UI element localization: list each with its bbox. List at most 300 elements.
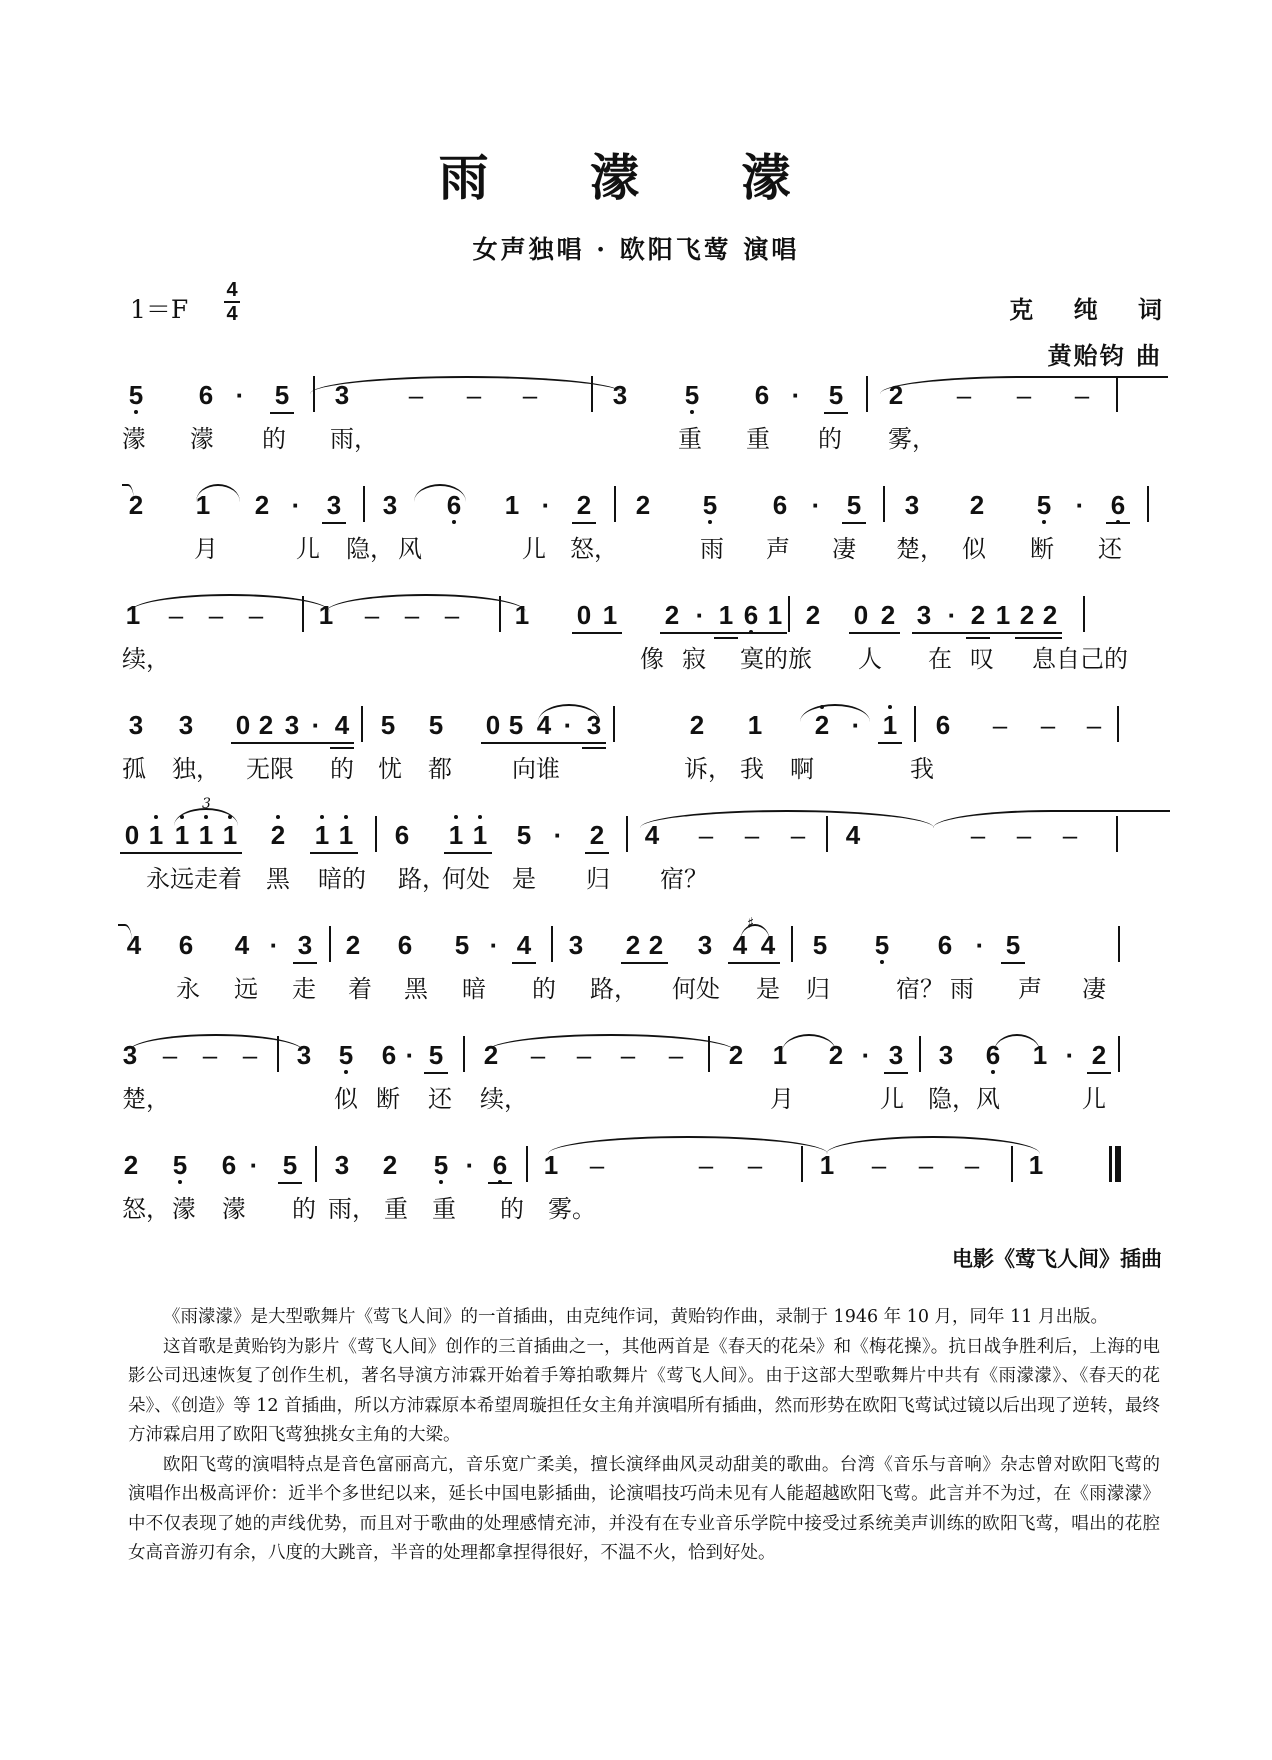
note: 6: [979, 1040, 1007, 1070]
note: 4: [732, 930, 748, 960]
lyric-syllable: 似: [334, 1085, 358, 1113]
dash-extension: –: [162, 1040, 178, 1070]
score-staff-row: [0, 1130, 1272, 1240]
dash-extension: –: [242, 1040, 258, 1070]
slur-tie: [740, 924, 770, 942]
dotted-note-dot: ·: [269, 930, 279, 960]
note: 6: [394, 820, 410, 850]
note: 1: [514, 600, 530, 630]
dash-extension: –: [208, 600, 224, 630]
lyric-syllable: 永: [176, 975, 200, 1003]
note: 6: [754, 380, 770, 410]
note: 3: [938, 1040, 954, 1070]
lyric-syllable: 寂: [682, 645, 706, 673]
lyric-syllable: 的: [292, 1195, 316, 1223]
slur-tie: [326, 594, 526, 612]
barline: [626, 816, 628, 852]
lyric-syllable: 怒，: [122, 1195, 170, 1223]
dotted-note-dot: ·: [541, 490, 551, 520]
lyric-syllable: 的: [532, 975, 556, 1003]
barline: [463, 1036, 465, 1072]
dotted-note-dot: ·: [947, 600, 957, 630]
note: 2: [635, 490, 651, 520]
dash-extension: –: [404, 600, 420, 630]
note: 2: [254, 490, 270, 520]
dotted-note-dot: ·: [563, 710, 573, 740]
underline-beam: [330, 747, 354, 749]
key-signature: 1＝F: [130, 295, 189, 324]
dash-extension: –: [918, 1150, 934, 1180]
note: 2: [1019, 600, 1035, 630]
note: 2: [808, 710, 836, 740]
note: 5: [812, 930, 828, 960]
triplet-label: 3: [202, 796, 211, 812]
dotted-note-dot: ·: [249, 1150, 259, 1180]
lyric-syllable: 走: [292, 975, 316, 1003]
note: 6: [198, 380, 214, 410]
note: 0: [853, 600, 869, 630]
note: 5: [454, 930, 470, 960]
barline: [363, 486, 365, 522]
note: 5: [1030, 490, 1058, 520]
lyric-syllable: 濛: [172, 1195, 196, 1223]
slur-tie: [548, 1136, 828, 1154]
underline-beam: [120, 852, 242, 854]
dash-extension: –: [1062, 820, 1078, 850]
lyric-syllable: 归: [586, 865, 610, 893]
note: 2: [828, 1040, 844, 1070]
dash-extension: –: [1074, 380, 1090, 410]
lyric-syllable: 雾，: [888, 425, 936, 453]
lyric-syllable: 儿: [296, 535, 320, 563]
lyric-syllable: 还: [428, 1085, 452, 1113]
note: 4: [516, 930, 532, 960]
note: 2: [483, 1040, 499, 1070]
note: 1: [504, 490, 520, 520]
note: 3: [178, 710, 194, 740]
lyric-syllable: 独，: [172, 755, 220, 783]
slur-tie: [538, 704, 600, 722]
source-note: 电影《莺飞人间》插曲: [952, 1247, 1162, 1271]
dash-extension: –: [248, 600, 264, 630]
lyric-syllable: 黑: [404, 975, 428, 1003]
note: 0: [124, 820, 140, 850]
note: 3: [612, 380, 628, 410]
note: 2: [576, 490, 592, 520]
dash-extension: –: [620, 1040, 636, 1070]
note: 4: [334, 710, 350, 740]
dash-extension: –: [790, 820, 806, 850]
lyric-syllable: 重: [432, 1195, 456, 1223]
note: 4: [234, 930, 250, 960]
dash-extension: –: [698, 820, 714, 850]
dotted-note-dot: ·: [489, 930, 499, 960]
dash-extension: –: [668, 1040, 684, 1070]
underline-beam: [714, 637, 738, 639]
lyric-syllable: 楚，: [896, 535, 944, 563]
lyric-syllable: 月: [194, 535, 218, 563]
underline-beam: [231, 742, 354, 744]
note: 5: [380, 710, 396, 740]
note: 6: [397, 930, 413, 960]
lyric-syllable: 濛: [222, 1195, 246, 1223]
dotted-note-dot: ·: [791, 380, 801, 410]
lyric-syllable: 雨，: [330, 425, 378, 453]
note: 1: [125, 600, 141, 630]
note: 3: [904, 490, 920, 520]
underline-beam: [824, 412, 848, 414]
barline: [313, 376, 315, 412]
slur-tie: [994, 1034, 1040, 1052]
score-staff-row: [0, 910, 1272, 1020]
lyrics-line: [0, 754, 1272, 788]
lyric-syllable: 似: [962, 535, 986, 563]
note: 5: [696, 490, 724, 520]
barline: [919, 1036, 921, 1072]
slur-tie: [933, 810, 1170, 828]
barline: [591, 376, 593, 412]
underline-beam: [444, 852, 492, 854]
note: 2: [382, 1150, 398, 1180]
note: 1: [1032, 1040, 1048, 1070]
barline: [1118, 1036, 1120, 1072]
dash-extension: –: [364, 600, 380, 630]
lyric-syllable: 孤: [122, 755, 146, 783]
dash-extension: –: [408, 380, 424, 410]
slur-tie: [414, 484, 466, 502]
underline-beam: [278, 1182, 302, 1184]
note: 3: [128, 710, 144, 740]
note: 1: [168, 820, 196, 850]
dotted-note-dot: ·: [851, 710, 861, 740]
note: 5: [332, 1040, 360, 1070]
barline: [1117, 706, 1119, 742]
note: 2: [689, 710, 705, 740]
lyric-syllable: 像: [640, 645, 664, 673]
note: 5: [846, 490, 862, 520]
note: 1: [332, 820, 360, 850]
lyric-syllable: 声: [766, 535, 790, 563]
underline-beam: [424, 1072, 448, 1074]
note: 5: [1005, 930, 1021, 960]
note: 3: [888, 1040, 904, 1070]
lyric-syllable: 风: [976, 1085, 1000, 1113]
dash-extension: –: [1040, 710, 1056, 740]
underline-beam: [322, 522, 346, 524]
composer-credit: 黄贻钧 曲: [1047, 342, 1162, 370]
note: 1: [767, 600, 783, 630]
lyric-syllable: 在: [928, 645, 952, 673]
lyric-syllable: 都: [428, 755, 452, 783]
lyric-syllable: 是: [756, 975, 780, 1003]
lyricist-credit: 克 纯 词: [1009, 296, 1178, 324]
time-signature: [224, 280, 240, 324]
lyric-syllable: 重: [746, 425, 770, 453]
dash-extension: –: [698, 1150, 714, 1180]
slur-tie: [640, 810, 934, 828]
underline-beam: [270, 412, 294, 414]
lyrics-line: [0, 1084, 1272, 1118]
note: 3: [296, 1040, 312, 1070]
dash-extension: –: [744, 820, 760, 850]
article-paragraph: 欧阳飞莺的演唱特点是音色富丽高亢，音乐宽广柔美，擅长演绎曲风灵动甜美的歌曲。台湾《音乐与音响》杂志曾对欧阳飞莺的演唱作出极高评价：近半个多世纪以来，延长中国电影插曲，论演唱技巧尚未见有人能超越欧阳飞莺。此言并不为过，在《雨濛濛》中不仅表现了她的声线优势，而且对于歌曲的处理感情充沛，并没有在专业音乐学院中接受过系统美声训练的欧阳飞莺，唱出的花腔女高音游刃有余，八度的大跳音，半音的处理都拿捏得很好，不温不火，恰到好处。: [128, 1454, 1160, 1563]
song-subtitle: 女声独唱 · 欧阳飞莺 演唱: [472, 235, 800, 264]
slur-tie: [800, 704, 870, 722]
underline-beam: [582, 747, 606, 749]
underline-beam: [512, 962, 536, 964]
lyric-syllable: 宿？: [896, 975, 944, 1003]
slur-tie: [880, 376, 1168, 394]
dotted-note-dot: ·: [975, 930, 985, 960]
lyric-syllable: 是: [512, 865, 536, 893]
note: 4: [845, 820, 861, 850]
barline: [613, 706, 615, 742]
note: 6: [221, 1150, 237, 1180]
note: 3: [284, 710, 300, 740]
lyric-syllable: 无限: [246, 755, 294, 783]
barline: [526, 1146, 528, 1182]
note: 5: [868, 930, 896, 960]
slur-tie: [130, 594, 330, 612]
score-staff-row: [0, 1020, 1272, 1130]
underline-beam: [884, 1072, 908, 1074]
lyric-syllable: 宿？: [660, 865, 708, 893]
lyric-syllable: 儿: [1082, 1085, 1106, 1113]
note: 2: [128, 490, 144, 520]
score-staff-row: [0, 580, 1272, 690]
article-paragraph: 《雨濛濛》是大型歌舞片《莺飞人间》的一首插曲，由克纯作词，黄贻钧作曲，录制于 1946 年 10 月，同年 11 月出版。: [163, 1307, 1108, 1327]
lyric-syllable: 重: [678, 425, 702, 453]
dash-extension: –: [1086, 710, 1102, 740]
dash-extension: –: [747, 1150, 763, 1180]
note: 6: [1104, 490, 1132, 520]
underline-beam: [878, 742, 902, 744]
barline: [361, 706, 363, 742]
note: 5: [166, 1150, 194, 1180]
lyric-syllable: 雨，: [328, 1195, 376, 1223]
lyrics-line: [0, 534, 1272, 568]
dash-extension: –: [1016, 820, 1032, 850]
dash-extension: –: [202, 1040, 218, 1070]
note: 6: [772, 490, 788, 520]
underline-beam: [572, 632, 622, 634]
note: 3: [122, 1040, 138, 1070]
final-barline-thick: [1115, 1146, 1121, 1182]
barline: [1118, 926, 1120, 962]
note: 3: [334, 380, 350, 410]
dotted-note-dot: ·: [311, 710, 321, 740]
final-barline-thin: [1109, 1146, 1112, 1182]
note: 1: [195, 490, 211, 520]
note: 2: [969, 490, 985, 520]
note: 4: [126, 930, 142, 960]
note: 1: [995, 600, 1011, 630]
score-staff-row: [0, 470, 1272, 580]
note: 1: [308, 820, 336, 850]
note: 1: [318, 600, 334, 630]
lyric-syllable: 的: [330, 755, 354, 783]
note: 1: [466, 820, 494, 850]
score-staff-row: [0, 690, 1272, 800]
underline-beam: [1106, 522, 1130, 524]
lyric-syllable: 路，: [590, 975, 638, 1003]
note: 5: [274, 380, 290, 410]
note: 3: [697, 930, 713, 960]
note: 1: [1028, 1150, 1044, 1180]
note: 6: [440, 490, 468, 520]
lyric-syllable: 何处: [442, 865, 490, 893]
dotted-note-dot: ·: [291, 490, 301, 520]
note: 2: [589, 820, 605, 850]
slur-tie: [782, 1034, 836, 1052]
note: 1: [772, 1040, 788, 1070]
note: 1: [602, 600, 618, 630]
dotted-note-dot: ·: [811, 490, 821, 520]
dotted-note-dot: ·: [695, 600, 705, 630]
lyric-syllable: 诉，: [684, 755, 732, 783]
note: 2: [625, 930, 641, 960]
underline-beam: [728, 962, 780, 964]
dash-extension: –: [589, 1150, 605, 1180]
underline-beam: [1015, 637, 1062, 639]
underline-beam: [1001, 962, 1025, 964]
lyric-syllable: 隐，: [346, 535, 394, 563]
underline-beam: [849, 632, 900, 634]
note: 2: [880, 600, 896, 630]
underline-beam: [585, 852, 609, 854]
barline: [791, 926, 793, 962]
sharp-accidental: ♯: [747, 914, 755, 932]
article-paragraph: 这首歌是黄贻钧为影片《莺飞人间》创作的三首插曲之一，其他两首是《春天的花朵》和《梅花操》。抗日战争胜利后，上海的电影公司迅速恢复了创作生机，著名导演方沛霖开始着手筹拍歌舞片《莺飞人间》。由于这部大型歌舞片中共有《雨濛濛》、《春天的花朵》、《创造》等 12 首插曲，所以方沛霖原本希望周璇担任女主角并演唱所有插曲，然而形势在欧阳飞莺试过镜以后出现了逆转，最终方沛霖启用了欧阳飞莺独挑女主角的大梁。: [128, 1336, 1160, 1445]
lyric-syllable: 路，: [398, 865, 446, 893]
note: 5: [282, 1150, 298, 1180]
dotted-note-dot: ·: [1075, 490, 1085, 520]
lyric-syllable: 的: [262, 425, 286, 453]
lyric-syllable: 重: [384, 1195, 408, 1223]
lyric-syllable: 黑: [266, 865, 290, 893]
note: 3: [586, 710, 602, 740]
note: 6: [381, 1040, 397, 1070]
note: 1: [216, 820, 244, 850]
underline-beam: [660, 632, 787, 634]
dash-extension: –: [466, 380, 482, 410]
underline-beam: [293, 962, 317, 964]
slur-tie: [310, 376, 624, 394]
dotted-note-dot: ·: [235, 380, 245, 410]
note: 2: [1091, 1040, 1107, 1070]
dotted-note-dot: ·: [1065, 1040, 1075, 1070]
lyric-syllable: 濛: [122, 425, 146, 453]
underline-beam: [842, 522, 866, 524]
lyric-syllable: 暗: [462, 975, 486, 1003]
note: 5: [428, 1040, 444, 1070]
lyric-syllable: 凄: [832, 535, 856, 563]
slur-tie: [118, 924, 132, 942]
article-text: [128, 1303, 1160, 1569]
barline: [315, 1146, 317, 1182]
lyric-syllable: 儿: [880, 1085, 904, 1113]
note: 2: [664, 600, 680, 630]
note: 2: [264, 820, 292, 850]
note: 2: [970, 600, 986, 630]
note: 0: [485, 710, 501, 740]
underline-beam: [572, 522, 596, 524]
underline-beam: [310, 852, 358, 854]
note: 2: [1042, 600, 1058, 630]
note: 2: [258, 710, 274, 740]
note: 4: [760, 930, 776, 960]
lyric-syllable: 永远走着: [146, 865, 242, 893]
song-title: 雨 濛 濛: [438, 148, 834, 207]
slur-tie: [826, 1136, 1040, 1154]
barline: [375, 816, 377, 852]
note: 2: [648, 930, 664, 960]
note: 1: [192, 820, 220, 850]
note: 1: [442, 820, 470, 850]
lyric-syllable: 息自己的: [1032, 645, 1128, 673]
note: 1: [819, 1150, 835, 1180]
lyric-syllable: 我: [910, 755, 934, 783]
note: 4: [644, 820, 660, 850]
note: 6: [935, 710, 951, 740]
lyrics-line: [0, 974, 1272, 1008]
note: 0: [576, 600, 592, 630]
lyric-syllable: 暗的: [318, 865, 366, 893]
lyrics-line: [0, 644, 1272, 678]
dash-extension: –: [530, 1040, 546, 1070]
lyric-syllable: 凄: [1082, 975, 1106, 1003]
underline-beam: [481, 742, 606, 744]
note: 3: [334, 1150, 350, 1180]
note: 1: [747, 710, 763, 740]
lyrics-line: [0, 864, 1272, 898]
lyrics-line: [0, 1194, 1272, 1228]
underline-beam: [966, 637, 990, 639]
lyric-syllable: 叹: [970, 645, 994, 673]
note: 3: [297, 930, 313, 960]
note: 1: [718, 600, 734, 630]
lyric-syllable: 人: [858, 645, 882, 673]
note: 5: [516, 820, 532, 850]
lyric-syllable: 怒，: [570, 535, 618, 563]
note: 1: [876, 710, 904, 740]
dotted-note-dot: ·: [861, 1040, 871, 1070]
note: 4: [536, 710, 552, 740]
note: 5: [122, 380, 150, 410]
note: 2: [888, 380, 904, 410]
lyric-syllable: 风: [398, 535, 422, 563]
slur-tie: [122, 484, 134, 502]
barline: [866, 376, 868, 412]
lyric-syllable: 断: [1030, 535, 1054, 563]
barline: [788, 596, 790, 632]
barline: [614, 486, 616, 522]
lyric-syllable: 声: [1018, 975, 1042, 1003]
note: 1: [142, 820, 170, 850]
lyric-syllable: 濛: [190, 425, 214, 453]
lyric-syllable: 雨: [700, 535, 724, 563]
lyric-syllable: 着: [348, 975, 372, 1003]
lyric-syllable: 雾。: [548, 1195, 596, 1223]
note: 0: [235, 710, 251, 740]
dotted-note-dot: ·: [553, 820, 563, 850]
dash-extension: –: [970, 820, 986, 850]
note: 2: [728, 1040, 744, 1070]
lyric-syllable: 儿: [522, 535, 546, 563]
lyric-syllable: 我: [740, 755, 764, 783]
barline: [551, 926, 553, 962]
lyric-syllable: 忧: [378, 755, 402, 783]
